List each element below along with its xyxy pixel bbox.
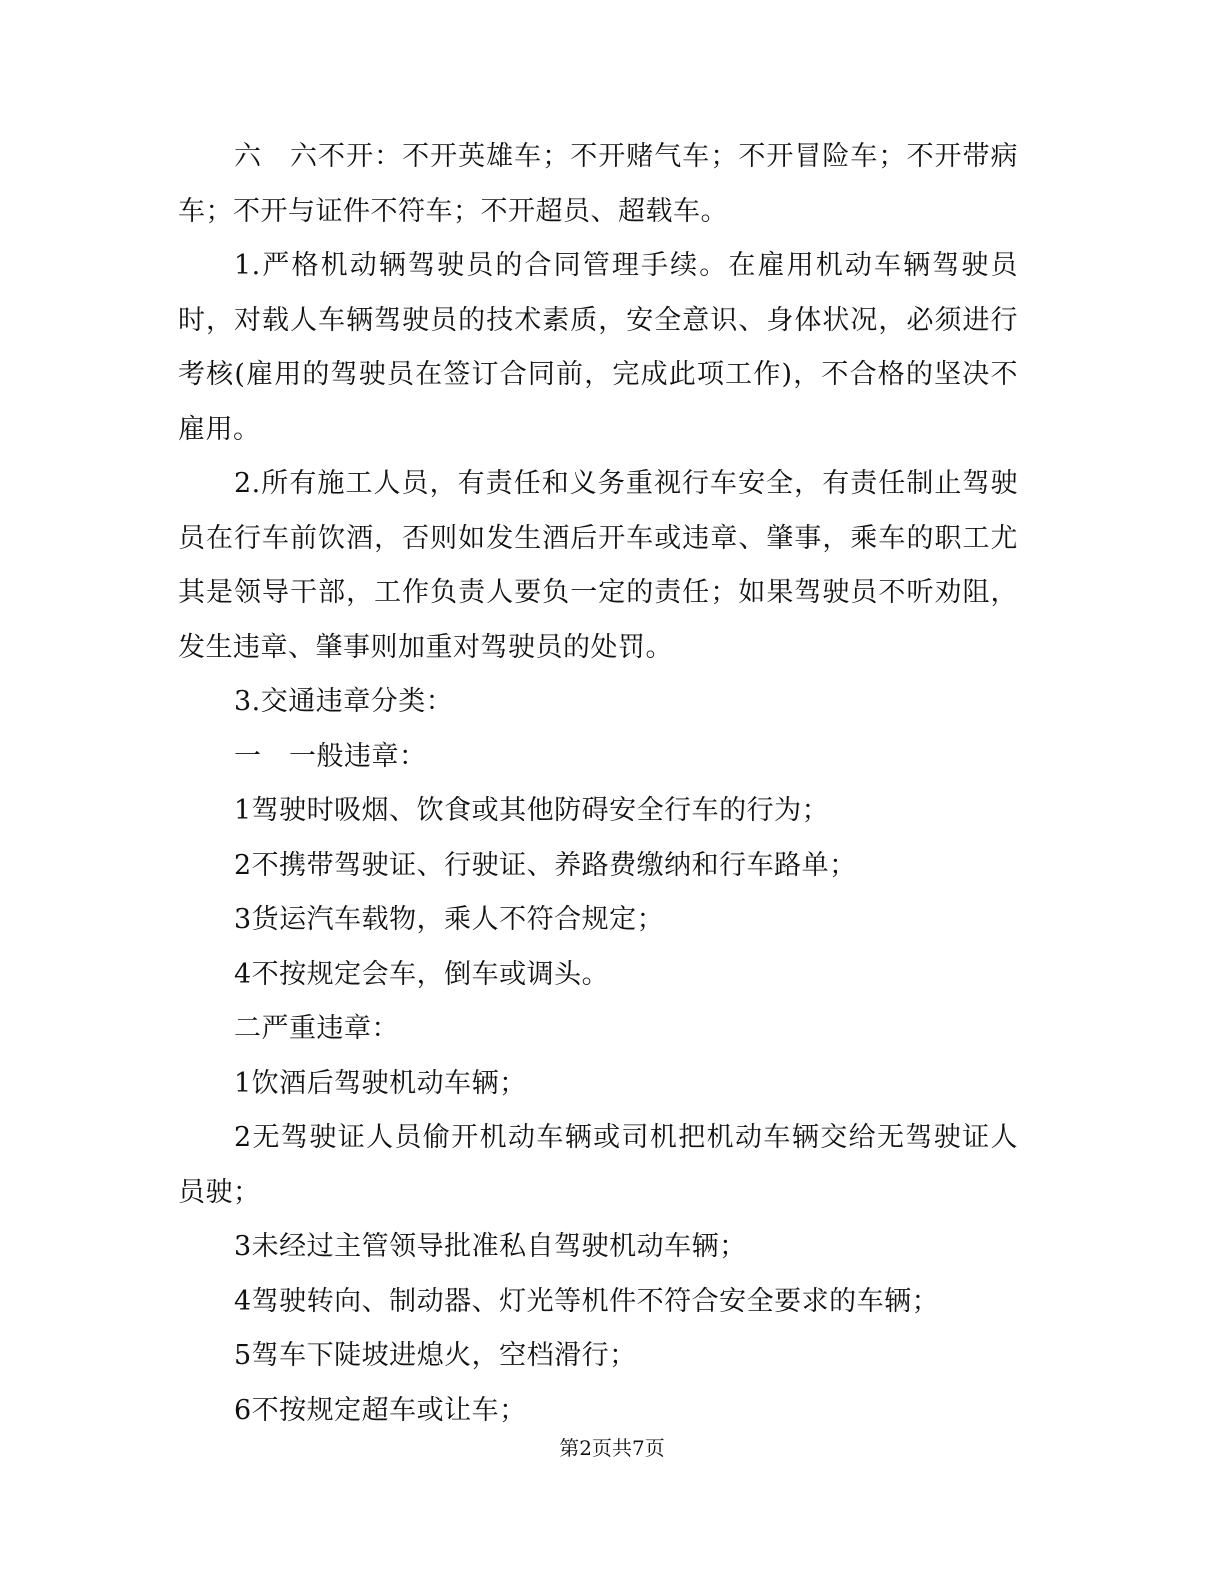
list-item: 1驾驶时吸烟、饮食或其他防碍安全行车的行为； xyxy=(234,795,830,826)
heading-serious-violations: 二严重违章： xyxy=(234,1013,399,1044)
list-item: 2无驾驶证人员偷开机动车辆或司机把机动车辆交给无驾驶证人员驶； xyxy=(178,1122,1018,1208)
list-item: 1饮酒后驾驶机动车辆； xyxy=(234,1067,527,1099)
page-number-footer: 第2页共7页 xyxy=(559,1436,665,1460)
paragraph-six-not-drive: 六 六不开：不开英雄车；不开赌气车；不开冒险车；不开带病车；不开与证件不符车；不开超员、超载车。 xyxy=(178,141,1018,227)
list-item: 3货运汽车载物，乘人不符合规定； xyxy=(234,904,665,935)
list-item: 4驾驶转向、制动器、灯光等机件不符合安全要求的车辆； xyxy=(234,1285,940,1317)
heading-general-violations: 一 一般违章： xyxy=(234,740,427,772)
list-item: 6不按规定超车或让车； xyxy=(234,1394,527,1426)
list-item: 3未经过主管领导批准私自驾驶机动车辆； xyxy=(234,1231,747,1262)
list-item: 2不携带驾驶证、行驶证、养路费缴纳和行车路单； xyxy=(234,849,857,881)
paragraph-violation-categories: 3.交通违章分类： xyxy=(234,686,454,717)
document-body xyxy=(178,130,1018,1438)
paragraph-staff-responsibility: 2.所有施工人员，有责任和义务重视行车安全，有责任制止驾驶员在行车前饮酒，否则如发生酒后开车或违章、肇事，乘车的职工尤其是领导干部，工作负责人要负一定的责任；如果驾驶员不听劝阻，发生违章、肇事则加重对驾驶员的处罚。 xyxy=(178,468,1018,663)
list-item: 5驾车下陡坡进熄火，空档滑行； xyxy=(234,1340,637,1371)
list-item: 4不按规定会车，倒车或调头。 xyxy=(234,958,610,990)
paragraph-driver-contract: 1.严格机动辆驾驶员的合同管理手续。在雇用机动车辆驾驶员时，对载人车辆驾驶员的技术素质，安全意识、身体状况，必须进行考核(雇用的驾驶员在签订合同前，完成此项工作)，不合格的坚决不雇用。 xyxy=(178,250,1018,445)
